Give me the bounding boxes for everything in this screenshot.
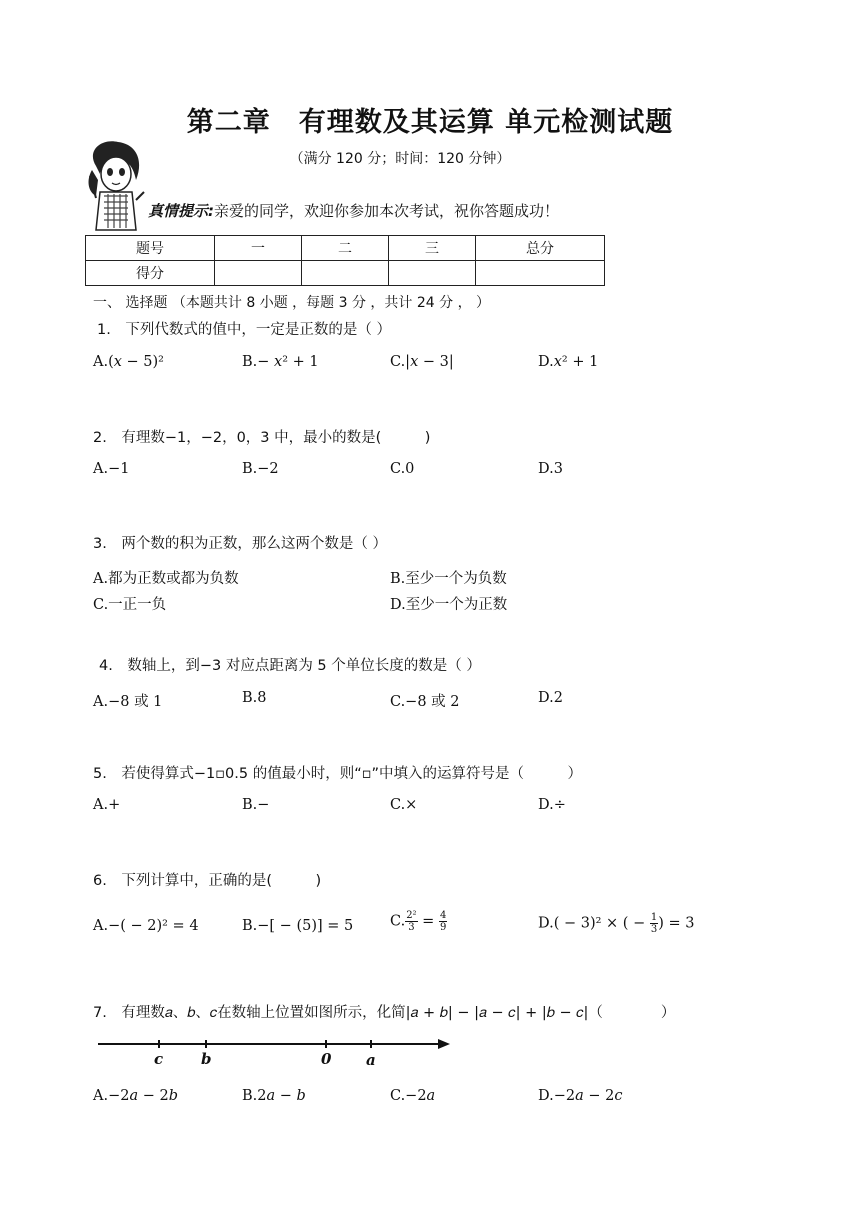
q6-option-d-prefix: D.( − 3)² × ( −	[538, 915, 650, 932]
q2-option-a: A.−1	[93, 461, 130, 477]
q3-option-c: C.一正一负	[93, 597, 167, 613]
q2-option-b: B.−2	[242, 461, 279, 477]
q1-option-a: A.(𝑥 − 5)²	[93, 354, 164, 370]
score-header-cell: 题号	[86, 236, 215, 261]
score-label-cell: 得分	[86, 261, 215, 286]
q1-option-b: B.− 𝑥² + 1	[242, 354, 319, 370]
question-4-stem: 4. 数轴上，到−3 对应点距离为 5 个单位长度的数是（ ）	[99, 658, 481, 674]
equals-sign: =	[417, 913, 439, 930]
page-title: 第二章 有理数及其运算 单元检测试题	[186, 107, 674, 138]
score-header-cell: 一	[215, 236, 302, 261]
q6-option-d-suffix: ) = 3	[658, 915, 695, 932]
question-5-stem: 5. 若使得算式−1▫0.5 的值最小时，则“▫”中填入的运算符号是（ ）	[93, 766, 583, 782]
score-table	[85, 235, 605, 286]
q2-option-d: D.3	[538, 461, 563, 477]
fraction-denominator: 9	[439, 922, 447, 933]
fraction-4-over-9	[439, 910, 447, 933]
fraction-numerator: 1	[650, 912, 658, 923]
tip-label: 真情提示:	[148, 202, 214, 220]
q6-option-c-prefix: C.	[390, 913, 406, 930]
tip-text: 亲爱的同学，欢迎你参加本次考试，祝你答题成功！	[214, 202, 560, 220]
q5-option-c: C.×	[390, 797, 418, 813]
fraction-1-over-3	[650, 912, 658, 935]
fraction-2sq-over-3	[405, 910, 417, 933]
question-3-stem: 3. 两个数的积为正数，那么这两个数是（ ）	[93, 536, 387, 552]
q7-option-c: C.−2𝑎	[390, 1088, 436, 1104]
q4-option-d: D.2	[538, 690, 563, 706]
tip-line	[148, 200, 559, 221]
q3-option-d: D.至少一个为正数	[390, 597, 508, 613]
score-header-cell: 总分	[476, 236, 605, 261]
q7-option-a: A.−2𝑎 − 2𝑏	[93, 1088, 178, 1104]
score-header-cell: 三	[389, 236, 476, 261]
score-table-header-row	[86, 236, 605, 261]
fraction-numerator: 2²	[406, 910, 417, 921]
fraction-numerator: 4	[439, 910, 447, 921]
q7-option-d: D.−2𝑎 − 2𝑐	[538, 1088, 623, 1104]
q7-option-b: B.2𝑎 − 𝑏	[242, 1088, 306, 1104]
q4-option-c: C.−8 或 2	[390, 694, 460, 710]
numberline-label-c: c	[154, 1050, 164, 1068]
score-cell[interactable]	[476, 261, 605, 286]
number-line-diagram	[96, 1036, 456, 1070]
score-cell[interactable]	[302, 261, 389, 286]
score-cell[interactable]	[389, 261, 476, 286]
q4-option-a: A.−8 或 1	[93, 694, 163, 710]
score-cell[interactable]	[215, 261, 302, 286]
question-2-stem: 2. 有理数−1，−2，0，3 中，最小的数是( )	[93, 430, 431, 446]
score-header-cell: 二	[302, 236, 389, 261]
q6-option-c	[390, 910, 447, 933]
q5-option-a: A.+	[93, 797, 121, 813]
score-table-score-row	[86, 261, 605, 286]
q3-option-b: B.至少一个为负数	[390, 571, 507, 587]
cartoon-girl-illustration	[82, 140, 146, 232]
q6-option-a: A.−( − 2)² = 4	[93, 918, 199, 934]
q5-option-b: B.−	[242, 797, 270, 813]
q2-option-c: C.0	[390, 461, 415, 477]
q1-option-d: D.𝑥² + 1	[538, 354, 599, 370]
numberline-label-b: b	[201, 1050, 212, 1068]
q6-option-b: B.−[ − (5)] = 5	[242, 918, 354, 934]
q4-option-b: B.8	[242, 690, 267, 706]
numberline-label-0: 0	[321, 1050, 332, 1068]
page-subtitle: （满分 120 分；时间：120 分钟）	[289, 151, 511, 167]
fraction-denominator: 3	[408, 922, 415, 933]
q6-option-d	[538, 912, 694, 935]
question-7-stem: 7. 有理数𝑎、𝑏、𝑐在数轴上位置如图所示，化简|𝑎 + 𝑏| − |𝑎 − 𝑐| + |𝑏 − 𝑐|（ ）	[93, 1005, 676, 1021]
numberline-label-a: a	[366, 1051, 376, 1069]
q1-option-c: C.|𝑥 − 3|	[390, 354, 454, 370]
question-6-stem: 6. 下列计算中，正确的是( )	[93, 873, 322, 889]
section-heading: 一、 选择题 （本题共计 8 小题 ，每题 3 分 ，共计 24 分 ， ）	[93, 295, 491, 311]
q5-option-d: D.÷	[538, 797, 566, 813]
question-1-stem: 1. 下列代数式的值中，一定是正数的是（ ）	[97, 322, 391, 338]
q3-option-a: A.都为正数或都为负数	[93, 571, 239, 587]
number-line-arrow-icon	[438, 1039, 450, 1049]
fraction-denominator: 3	[650, 924, 658, 935]
